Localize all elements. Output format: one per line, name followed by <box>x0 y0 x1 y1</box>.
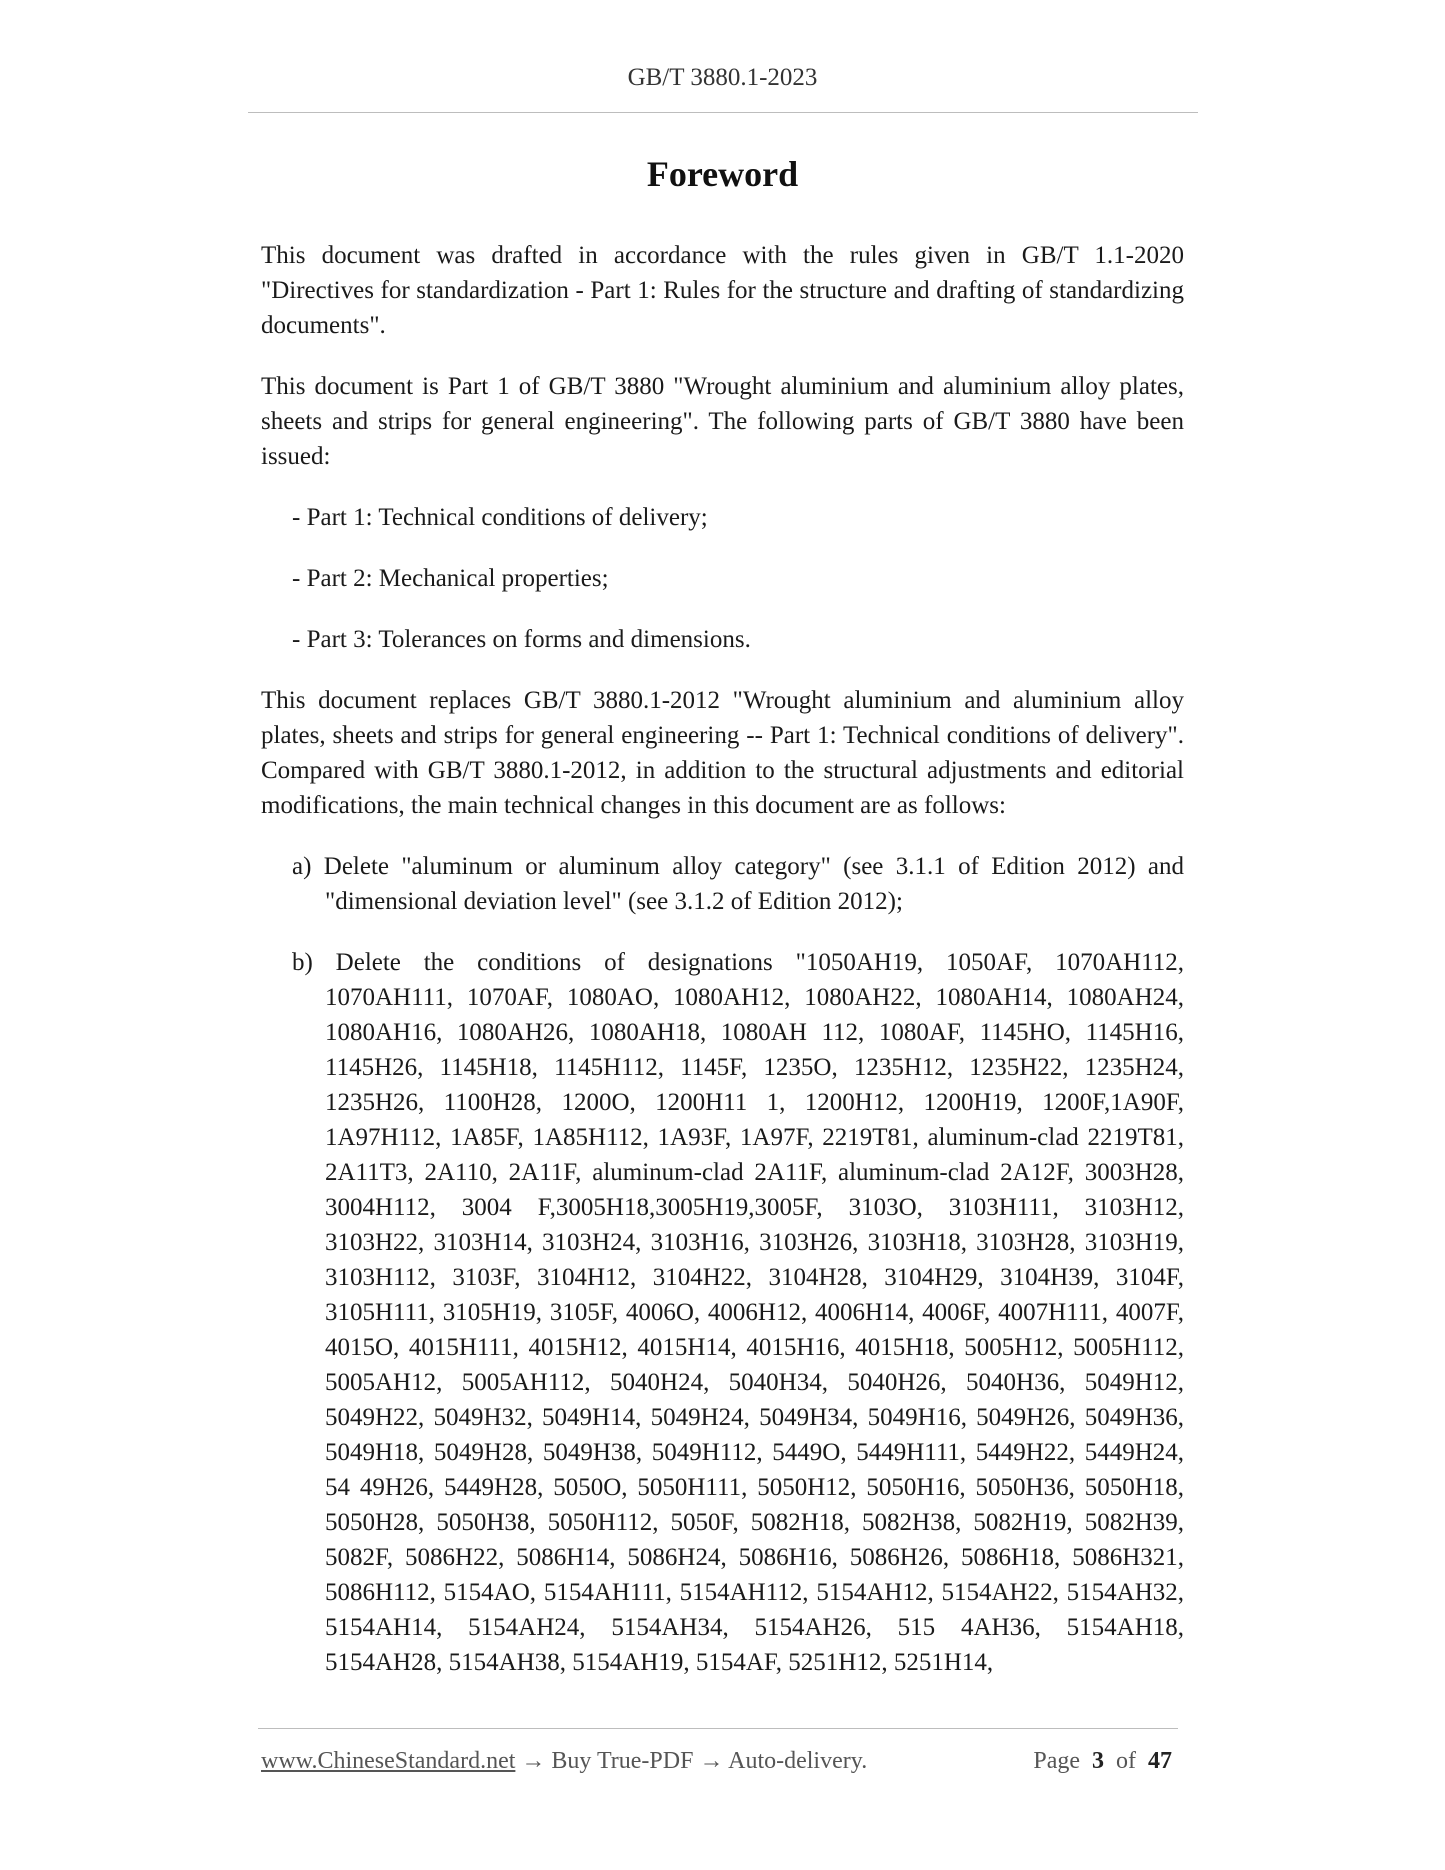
footer-divider <box>258 1728 1178 1729</box>
page-header: GB/T 3880.1-2023 <box>627 64 818 91</box>
paragraph-part-overview: This document is Part 1 of GB/T 3880 "Wrought aluminium and aluminium alloy plates, sheets and strips for general engineering". The following parts of GB/T 3880 have been issued: <box>261 373 1184 470</box>
page-indicator <box>1033 1748 1172 1775</box>
page-label: Page <box>1033 1748 1080 1774</box>
header-divider <box>248 112 1198 113</box>
of-label: of <box>1116 1748 1136 1774</box>
change-item-a: a) Delete "aluminum or aluminum alloy category" (see 3.1.1 of Edition 2012) and "dimensional deviation level" (see 3.1.2 of Edition 2012); <box>292 853 1184 915</box>
purchase-tagline: → Buy True-PDF → Auto-delivery. <box>515 1748 868 1774</box>
page-title: Foreword <box>646 154 799 194</box>
total-pages: 47 <box>1148 1748 1172 1774</box>
change-item-b: b) Delete the conditions of designations "1050AH19, 1050AF, 1070AH112, 1070AH111, 1070AF, 1080AO, 1080AH12, 1080AH22, 1080AH14, 1080AH24, 1080AH16, 1080AH26, 1080AH18, 1080AH 112, 1080AF, 1145HO, 1145H16, 1145H26, 1145H18, 1145H112, 1145F, 1235O, 1235H12, 1235H22, 1235H24, 1235H26, 1100H28, 1200O, 1200H11 1, 1200H12, 1200H19, 1200F,1A90F, 1A97H112, 1A85F, 1A85H112, 1A93F, 1A97F, 2219T81, aluminum-clad 2219T81, 2A11T3, 2A110, 2A11F, aluminum-clad 2A11F, aluminum-clad 2A12F, 3003H28, 3004H112, 3004 F,3005H18,3005H19,3005F, 3103O, 3103H111, 3103H12, 3103H22, 3103H14, 3103H24, 3103H16, 3103H26, 3103H18, 3103H28, 3103H19, 3103H112, 3103F, 3104H12, 3104H22, 3104H28, 3104H29, 3104H39, 3104F, 3105H111, 3105H19, 3105F, 4006O, 4006H12, 4006H14, 4006F, 4007H111, 4007F, 4015O, 4015H111, 4015H12, 4015H14, 4015H16, 4015H18, 5005H12, 5005H112, 5005AH12, 5005AH112, 5040H24, 5040H34, 5040H26, 5040H36, 5049H12, 5049H22, 5049H32, 5049H14, 5049H24, 5049H34, 5049H16, 5049H26, 5049H36, 5049H18, 5049H28, 5049H38, 5049H112, 5449O, 5449H111, 5449H22, 5449H24, 54 49H26, 5449H28, 5050O, 5050H111, 5050H12, 5050H16, 5050H36, 5050H18, 5050H28, 5050H38, 5050H112, 5050F, 5082H18, 5082H38, 5082H19, 5082H39, 5082F, 5086H22, 5086H14, 5086H24, 5086H16, 5086H26, 5086H18, 5086H321, 5086H112, 5154AO, 5154AH111, 5154AH112, 5154AH12, 5154AH22, 5154AH32, 5154AH14, 5154AH24, 5154AH34, 5154AH26, 515 4AH36, 5154AH18, 5154AH28, 5154AH38, 5154AH19, 5154AF, 5251H12, 5251H14, <box>292 949 1184 1676</box>
paragraph-replacement: This document replaces GB/T 3880.1-2012 "Wrought aluminium and aluminium alloy plates, sheets and strips for general engineering -- Part 1: Technical conditions of delivery". Compared with GB/T 3880.1-2012, in addition to the structural adjustments and editorial modifications, the main technical changes in this document are as follows: <box>261 687 1184 819</box>
document-body <box>261 238 1184 1706</box>
paragraph-drafting-rules: This document was drafted in accordance with the rules given in GB/T 1.1-2020 "Directives for standardization - Part 1: Rules for the structure and drafting of standardizing documents". <box>261 242 1184 339</box>
list-item-part-1: - Part 1: Technical conditions of delivery; <box>292 504 708 531</box>
website-link[interactable]: www.ChineseStandard.net <box>261 1748 516 1774</box>
current-page-number: 3 <box>1092 1748 1104 1774</box>
list-item-part-3: - Part 3: Tolerances on forms and dimensions. <box>292 626 751 653</box>
list-item-part-2: - Part 2: Mechanical properties; <box>292 565 609 592</box>
